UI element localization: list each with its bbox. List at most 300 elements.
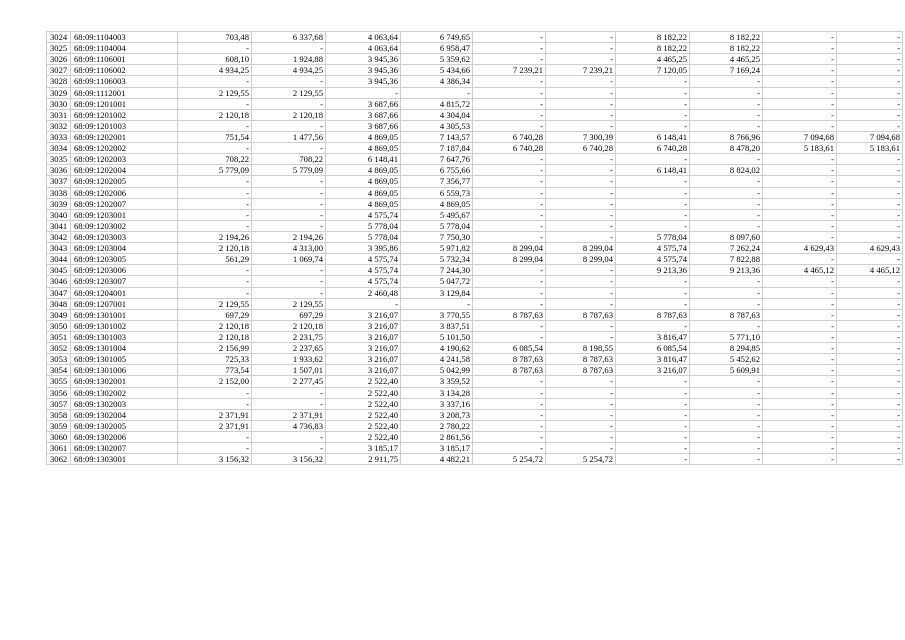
cell-row-number: 3033	[47, 131, 71, 142]
cell-cadastral-code: 68:09:1301002	[71, 320, 178, 331]
cell-value-4: 7 356,77	[401, 176, 473, 187]
cell-value-8: -	[690, 443, 763, 454]
cell-value-3: 3 945,36	[326, 54, 401, 65]
cell-value-1: 3 156,32	[178, 454, 252, 465]
cell-value-6: 5 254,72	[546, 454, 616, 465]
cell-value-7: 6 085,54	[616, 343, 690, 354]
cell-value-2: 1 507,01	[252, 365, 326, 376]
cell-value-6: -	[546, 154, 616, 165]
cell-row-number: 3039	[47, 198, 71, 209]
table-row	[47, 287, 903, 298]
cell-value-8: 8 097,60	[690, 231, 763, 242]
cell-value-4: 3 185,17	[401, 443, 473, 454]
cell-value-3: 3 945,36	[326, 65, 401, 76]
cell-value-1: -	[178, 398, 252, 409]
cell-cadastral-code: 68:09:1203001	[71, 209, 178, 220]
table-row	[47, 265, 903, 276]
cell-row-number: 3059	[47, 420, 71, 431]
table-row	[47, 54, 903, 65]
cell-row-number: 3041	[47, 220, 71, 231]
cell-value-2: -	[252, 120, 326, 131]
cell-value-2: 4 313,00	[252, 243, 326, 254]
table-row	[47, 420, 903, 431]
cell-value-8: -	[690, 298, 763, 309]
cell-value-2: 3 156,32	[252, 454, 326, 465]
cell-value-3: 4 869,05	[326, 143, 401, 154]
cell-value-10: 4 465,12	[837, 265, 903, 276]
cell-value-2: 708,22	[252, 154, 326, 165]
cell-row-number: 3047	[47, 287, 71, 298]
cell-row-number: 3057	[47, 398, 71, 409]
cell-value-6: -	[546, 220, 616, 231]
cell-value-6: -	[546, 76, 616, 87]
cell-value-8: -	[690, 176, 763, 187]
cell-cadastral-code: 68:09:1201003	[71, 120, 178, 131]
cell-value-4: -	[401, 87, 473, 98]
cell-value-4: 3 337,16	[401, 398, 473, 409]
cell-value-6: 8 787,63	[546, 309, 616, 320]
cell-value-1: 5 779,09	[178, 165, 252, 176]
cell-value-9: 7 094,68	[763, 131, 837, 142]
cell-value-9: -	[763, 331, 837, 342]
cell-value-1: 2 120,18	[178, 331, 252, 342]
cell-cadastral-code: 68:09:1301001	[71, 309, 178, 320]
cell-value-4: 6 755,66	[401, 165, 473, 176]
cell-value-10: -	[837, 176, 903, 187]
cell-value-4: 6 559,73	[401, 187, 473, 198]
cell-value-10: -	[837, 187, 903, 198]
cell-value-5: -	[473, 209, 546, 220]
cell-value-3: 3 687,66	[326, 120, 401, 131]
cell-value-10: -	[837, 231, 903, 242]
cell-value-10: -	[837, 198, 903, 209]
cell-value-5: -	[473, 165, 546, 176]
cell-cadastral-code: 68:09:1203007	[71, 276, 178, 287]
cell-value-2: 2 129,55	[252, 87, 326, 98]
cell-value-4: 4 815,72	[401, 98, 473, 109]
cell-value-3: 3 687,66	[326, 109, 401, 120]
cell-value-10: -	[837, 54, 903, 65]
cell-value-7: 6 148,41	[616, 131, 690, 142]
cell-value-8: -	[690, 287, 763, 298]
table-row	[47, 65, 903, 76]
cell-value-4: 3 134,28	[401, 387, 473, 398]
cell-row-number: 3049	[47, 309, 71, 320]
cell-cadastral-code: 68:09:1202004	[71, 165, 178, 176]
cell-row-number: 3061	[47, 443, 71, 454]
cell-value-9: -	[763, 87, 837, 98]
cell-row-number: 3036	[47, 165, 71, 176]
cell-value-1: 608,10	[178, 54, 252, 65]
cell-value-7: -	[616, 176, 690, 187]
cell-value-10: -	[837, 331, 903, 342]
cell-value-7: 6 148,41	[616, 165, 690, 176]
table-row	[47, 120, 903, 131]
cell-value-3: 2 522,40	[326, 431, 401, 442]
cell-value-7: -	[616, 376, 690, 387]
cell-value-8: 8 766,96	[690, 131, 763, 142]
cell-value-9: 4 629,43	[763, 243, 837, 254]
cell-value-9: -	[763, 220, 837, 231]
table-row	[47, 243, 903, 254]
cell-value-3: 3 216,07	[326, 354, 401, 365]
cell-value-1: 2 371,91	[178, 409, 252, 420]
cell-value-1: 725,33	[178, 354, 252, 365]
cell-cadastral-code: 68:09:1303001	[71, 454, 178, 465]
cell-value-7: -	[616, 420, 690, 431]
cell-value-6: 7 239,21	[546, 65, 616, 76]
cell-value-1: 2 129,55	[178, 298, 252, 309]
cell-value-5: -	[473, 43, 546, 54]
cell-value-8: 8 182,22	[690, 32, 763, 43]
cell-value-5: -	[473, 331, 546, 342]
cell-cadastral-code: 68:09:1201001	[71, 98, 178, 109]
table-row	[47, 320, 903, 331]
cell-value-3: 3 687,66	[326, 98, 401, 109]
cell-value-10: -	[837, 276, 903, 287]
cell-value-2: 2 237,65	[252, 343, 326, 354]
cell-value-4: 4 305,53	[401, 120, 473, 131]
cell-row-number: 3056	[47, 387, 71, 398]
cell-value-4: 4 386,34	[401, 76, 473, 87]
cell-cadastral-code: 68:09:1302002	[71, 387, 178, 398]
cell-value-2: 2 194,26	[252, 231, 326, 242]
cell-value-6: -	[546, 431, 616, 442]
cell-value-2: -	[252, 76, 326, 87]
cell-value-4: 2 861,56	[401, 431, 473, 442]
cell-value-8: -	[690, 87, 763, 98]
cell-value-9: -	[763, 176, 837, 187]
cell-value-1: 2 129,55	[178, 87, 252, 98]
cell-value-7: -	[616, 409, 690, 420]
cell-value-4: 5 042,99	[401, 365, 473, 376]
cell-value-10: 7 094,68	[837, 131, 903, 142]
cell-value-6: -	[546, 298, 616, 309]
cell-value-6: -	[546, 276, 616, 287]
cell-value-3: 3 216,07	[326, 320, 401, 331]
cell-value-5: -	[473, 187, 546, 198]
cell-cadastral-code: 68:09:1204001	[71, 287, 178, 298]
cell-value-6: -	[546, 32, 616, 43]
cell-value-2: 1 069,74	[252, 254, 326, 265]
cell-value-7: 3 816,47	[616, 354, 690, 365]
cell-value-1: 697,29	[178, 309, 252, 320]
cell-row-number: 3050	[47, 320, 71, 331]
table-row	[47, 109, 903, 120]
table-row	[47, 154, 903, 165]
table-row	[47, 43, 903, 54]
cell-value-8: -	[690, 76, 763, 87]
cell-value-5: 5 254,72	[473, 454, 546, 465]
cell-value-9: -	[763, 398, 837, 409]
cell-value-8: 5 452,62	[690, 354, 763, 365]
table-row	[47, 198, 903, 209]
cell-value-4: 5 732,34	[401, 254, 473, 265]
cell-value-10: -	[837, 320, 903, 331]
cell-value-5: -	[473, 265, 546, 276]
table-row	[47, 387, 903, 398]
cell-value-8: -	[690, 154, 763, 165]
table-row	[47, 76, 903, 87]
cell-value-3: 2 522,40	[326, 398, 401, 409]
cell-value-4: 6 958,47	[401, 43, 473, 54]
cell-value-2: 4 736,83	[252, 420, 326, 431]
cell-value-7: -	[616, 187, 690, 198]
cell-value-9: -	[763, 287, 837, 298]
cell-value-5: -	[473, 109, 546, 120]
cell-value-8: 9 213,36	[690, 265, 763, 276]
cell-value-4: 7 244,30	[401, 265, 473, 276]
cell-value-4: 5 971,82	[401, 243, 473, 254]
cell-value-3: 2 522,40	[326, 376, 401, 387]
cell-value-1: 2 194,26	[178, 231, 252, 242]
cell-row-number: 3028	[47, 76, 71, 87]
cell-value-10: -	[837, 209, 903, 220]
cell-value-7: 9 213,36	[616, 265, 690, 276]
cell-value-2: 697,29	[252, 309, 326, 320]
cell-value-7: 8 182,22	[616, 32, 690, 43]
cell-cadastral-code: 68:09:1106003	[71, 76, 178, 87]
cell-value-8: -	[690, 431, 763, 442]
cell-value-9: -	[763, 298, 837, 309]
cell-value-2: -	[252, 287, 326, 298]
table-row	[47, 220, 903, 231]
cell-value-2: 2 129,55	[252, 298, 326, 309]
cell-value-9: -	[763, 365, 837, 376]
cell-value-4: 5 434,66	[401, 65, 473, 76]
cell-cadastral-code: 68:09:1203004	[71, 243, 178, 254]
cell-value-6: 8 787,63	[546, 354, 616, 365]
table-row	[47, 131, 903, 142]
table-row	[47, 276, 903, 287]
cell-value-3: 4 869,05	[326, 131, 401, 142]
cell-cadastral-code: 68:09:1201002	[71, 109, 178, 120]
cell-value-9: -	[763, 254, 837, 265]
cell-value-8: 8 182,22	[690, 43, 763, 54]
cell-value-10: -	[837, 454, 903, 465]
cell-cadastral-code: 68:09:1301004	[71, 343, 178, 354]
cell-value-10: -	[837, 443, 903, 454]
cell-value-7: 8 182,22	[616, 43, 690, 54]
cell-value-2: -	[252, 98, 326, 109]
cell-value-9: -	[763, 420, 837, 431]
cell-value-8: -	[690, 187, 763, 198]
cell-value-4: 3 770,55	[401, 309, 473, 320]
cell-value-4: 6 749,65	[401, 32, 473, 43]
cell-value-7: -	[616, 98, 690, 109]
cell-value-6: -	[546, 165, 616, 176]
cell-value-7: -	[616, 109, 690, 120]
cell-value-2: -	[252, 443, 326, 454]
cell-value-9: -	[763, 409, 837, 420]
cell-value-3: 4 063,64	[326, 32, 401, 43]
cell-cadastral-code: 68:09:1302003	[71, 398, 178, 409]
cell-cadastral-code: 68:09:1202007	[71, 198, 178, 209]
cell-value-1: 773,54	[178, 365, 252, 376]
cell-value-1: -	[178, 220, 252, 231]
cell-value-6: -	[546, 331, 616, 342]
cell-value-9: -	[763, 309, 837, 320]
cell-value-2: 5 779,09	[252, 165, 326, 176]
cell-value-7: -	[616, 87, 690, 98]
cell-value-9: -	[763, 443, 837, 454]
cell-cadastral-code: 68:09:1301005	[71, 354, 178, 365]
cell-value-9: -	[763, 54, 837, 65]
cell-row-number: 3053	[47, 354, 71, 365]
data-table	[46, 31, 903, 465]
cell-value-2: 2 120,18	[252, 320, 326, 331]
cell-value-1: -	[178, 43, 252, 54]
cell-value-5: 8 299,04	[473, 254, 546, 265]
cell-value-10: -	[837, 220, 903, 231]
cell-value-6: -	[546, 231, 616, 242]
cell-value-7: -	[616, 209, 690, 220]
cell-cadastral-code: 68:09:1207001	[71, 298, 178, 309]
cell-cadastral-code: 68:09:1203005	[71, 254, 178, 265]
cell-value-5: -	[473, 276, 546, 287]
cell-value-7: 3 816,47	[616, 331, 690, 342]
cell-value-3: -	[326, 298, 401, 309]
cell-value-9: -	[763, 120, 837, 131]
cell-value-5: -	[473, 198, 546, 209]
cell-row-number: 3054	[47, 365, 71, 376]
cell-value-1: 2 120,18	[178, 320, 252, 331]
table-row	[47, 343, 903, 354]
table-row	[47, 32, 903, 43]
table-row	[47, 187, 903, 198]
cell-value-9: -	[763, 109, 837, 120]
cell-value-7: -	[616, 287, 690, 298]
table-row	[47, 298, 903, 309]
cell-value-4: 7 647,76	[401, 154, 473, 165]
cell-value-5: -	[473, 376, 546, 387]
cell-value-3: 2 911,75	[326, 454, 401, 465]
cell-value-6: 8 198,55	[546, 343, 616, 354]
table-row	[47, 143, 903, 154]
cell-value-8: -	[690, 387, 763, 398]
cell-row-number: 3046	[47, 276, 71, 287]
cell-value-1: -	[178, 287, 252, 298]
cell-value-4: 3 359,52	[401, 376, 473, 387]
cell-value-2: 2 120,18	[252, 109, 326, 120]
cell-value-8: -	[690, 454, 763, 465]
cell-value-9: -	[763, 65, 837, 76]
cell-value-7: -	[616, 276, 690, 287]
cell-value-8: -	[690, 398, 763, 409]
cell-value-5: -	[473, 231, 546, 242]
cell-value-6: -	[546, 443, 616, 454]
cell-value-6: -	[546, 43, 616, 54]
cell-value-8: 4 465,25	[690, 54, 763, 65]
cell-value-2: -	[252, 187, 326, 198]
cell-value-1: 2 371,91	[178, 420, 252, 431]
cell-value-4: 5 495,67	[401, 209, 473, 220]
cell-cadastral-code: 68:09:1202002	[71, 143, 178, 154]
cell-cadastral-code: 68:09:1112001	[71, 87, 178, 98]
cell-value-6: 7 300,39	[546, 131, 616, 142]
cell-row-number: 3037	[47, 176, 71, 187]
cell-value-10: -	[837, 309, 903, 320]
cell-value-1: -	[178, 76, 252, 87]
cell-value-3: 4 575,74	[326, 276, 401, 287]
cell-value-3: 4 869,05	[326, 176, 401, 187]
cell-value-8: -	[690, 209, 763, 220]
cell-value-8: 7 169,24	[690, 65, 763, 76]
cell-value-7: 4 575,74	[616, 254, 690, 265]
cell-row-number: 3030	[47, 98, 71, 109]
cell-value-2: 1 477,56	[252, 131, 326, 142]
cell-row-number: 3024	[47, 32, 71, 43]
cell-value-6: 8 299,04	[546, 254, 616, 265]
cell-value-9: -	[763, 198, 837, 209]
cell-value-1: -	[178, 265, 252, 276]
cell-value-5: -	[473, 154, 546, 165]
cell-value-5: -	[473, 298, 546, 309]
cell-value-8: -	[690, 120, 763, 131]
cell-value-2: -	[252, 209, 326, 220]
cell-row-number: 3052	[47, 343, 71, 354]
cell-value-3: 5 778,04	[326, 220, 401, 231]
cell-value-9: -	[763, 354, 837, 365]
cell-row-number: 3045	[47, 265, 71, 276]
cell-value-6: -	[546, 87, 616, 98]
cell-value-5: -	[473, 54, 546, 65]
cell-value-7: 4 575,74	[616, 243, 690, 254]
cell-value-2: 1 924,88	[252, 54, 326, 65]
cell-value-3: 4 869,05	[326, 165, 401, 176]
cell-row-number: 3025	[47, 43, 71, 54]
cell-value-5: -	[473, 387, 546, 398]
cell-value-1: 561,29	[178, 254, 252, 265]
cell-value-9: -	[763, 209, 837, 220]
table-row	[47, 98, 903, 109]
cell-value-2: -	[252, 387, 326, 398]
cell-row-number: 3055	[47, 376, 71, 387]
cell-value-3: 3 216,07	[326, 365, 401, 376]
cell-value-7: -	[616, 198, 690, 209]
cell-cadastral-code: 68:09:1302001	[71, 376, 178, 387]
cell-cadastral-code: 68:09:1301006	[71, 365, 178, 376]
cell-value-3: 6 148,41	[326, 154, 401, 165]
cell-value-10: -	[837, 420, 903, 431]
cell-value-10: -	[837, 165, 903, 176]
cell-value-8: 8 787,63	[690, 309, 763, 320]
cell-value-2: -	[252, 176, 326, 187]
cell-value-8: 8 478,20	[690, 143, 763, 154]
cell-value-8: -	[690, 109, 763, 120]
cell-value-1: -	[178, 120, 252, 131]
cell-value-6: -	[546, 187, 616, 198]
cell-value-6: -	[546, 198, 616, 209]
cell-value-2: 6 337,68	[252, 32, 326, 43]
cell-value-7: 6 740,28	[616, 143, 690, 154]
cell-row-number: 3032	[47, 120, 71, 131]
cell-value-5: 8 787,63	[473, 354, 546, 365]
cell-value-6: -	[546, 109, 616, 120]
cell-value-7: -	[616, 76, 690, 87]
cell-value-1: -	[178, 387, 252, 398]
table-row	[47, 398, 903, 409]
cell-value-2: -	[252, 198, 326, 209]
cell-value-5: 8 787,63	[473, 309, 546, 320]
cell-value-10: -	[837, 120, 903, 131]
cell-value-5: 8 299,04	[473, 243, 546, 254]
cell-value-3: 3 216,07	[326, 331, 401, 342]
cell-cadastral-code: 68:09:1104003	[71, 32, 178, 43]
cell-value-7: -	[616, 443, 690, 454]
cell-value-6: 8 787,63	[546, 365, 616, 376]
cell-cadastral-code: 68:09:1106002	[71, 65, 178, 76]
